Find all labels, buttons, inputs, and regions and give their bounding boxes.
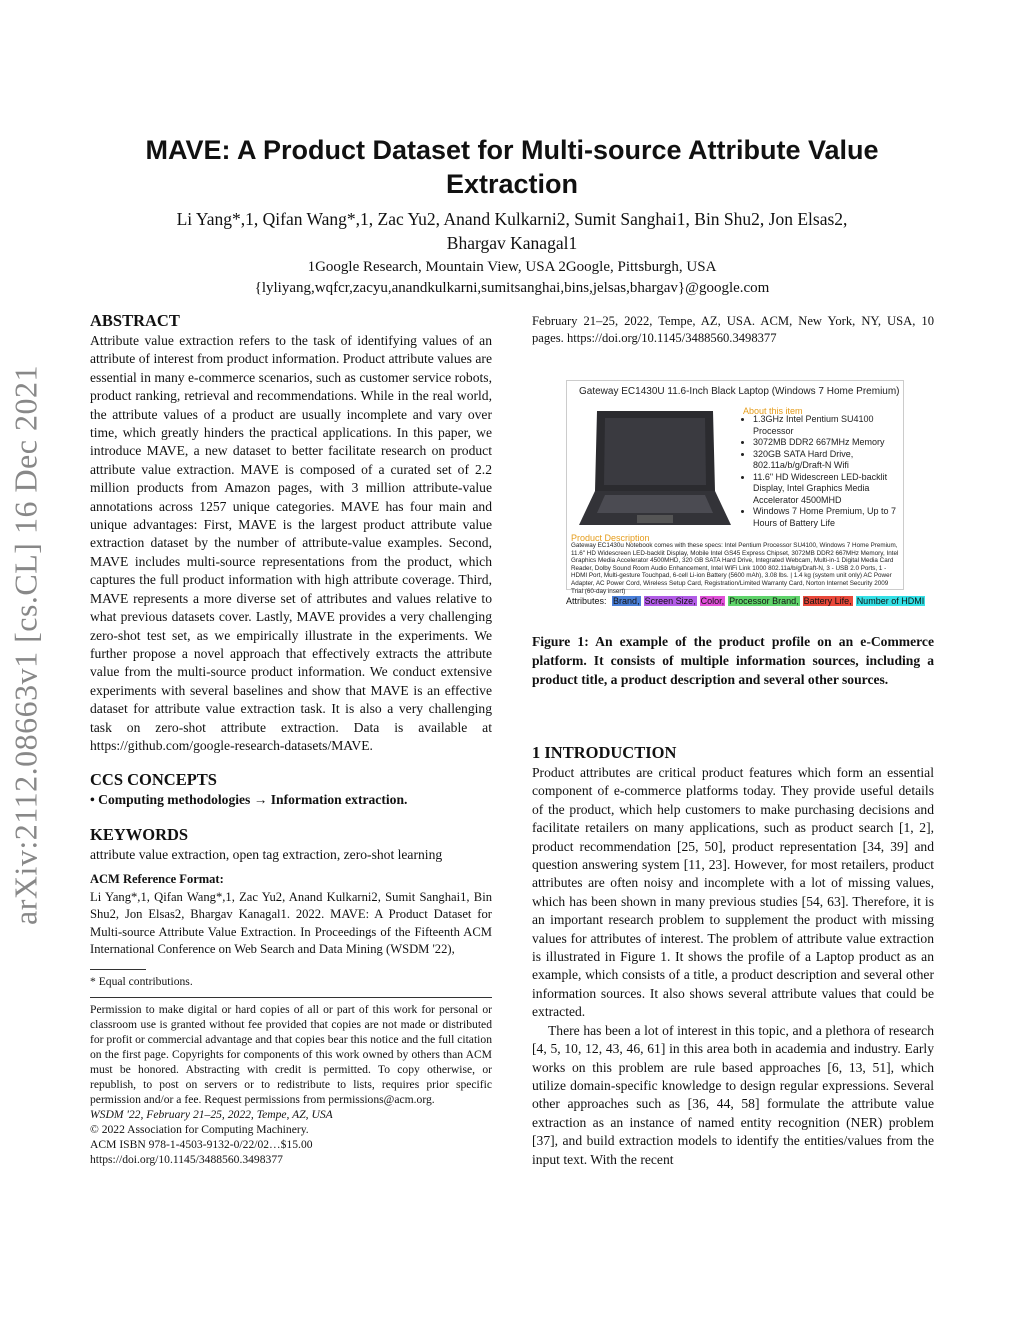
attribute-chip: Brand,: [613, 596, 640, 606]
attribute-chip: Color,: [700, 596, 725, 606]
attributes-label: Attributes:: [566, 596, 607, 606]
keywords-heading: KEYWORDS: [90, 824, 189, 844]
left-column: [90, 310, 492, 1167]
attribute-chip: Number of HDMI: [856, 596, 925, 606]
figure-1: [566, 380, 904, 595]
authors-line-2: Bhargav Kanagal1: [446, 233, 578, 253]
footnote-rule: [90, 969, 146, 970]
authors: [120, 207, 904, 255]
acm-ref-continued: February 21–25, 2022, Tempe, AZ, USA. ACM, New York, NY, USA, 10 pages. https://doi.org/10.1145/3488560.3498377: [532, 314, 934, 345]
footnote: * Equal contributions.: [90, 974, 193, 988]
doi-line: https://doi.org/10.1145/3488560.3498377: [90, 1152, 283, 1166]
attribute-chip: Screen Size,: [644, 596, 696, 606]
desc-heading: Product Description: [571, 533, 650, 543]
figure-caption: Figure 1: An example of the product profile on an e-Commerce platform. It consists of multiple information sources, including a product title, a product description and several other sources.: [532, 634, 934, 687]
ccs-heading: CCS CONCEPTS: [90, 770, 217, 790]
about-item: • 11.6" HD Widescreen LED-backlit Display, Intel Graphics Media Accelerator 4500MHD: [753, 472, 913, 507]
arxiv-id: arXiv:2112.08663v1 [cs.CL] 16 Dec 2021: [7, 365, 44, 925]
acm-ref-heading: ACM Reference Format:: [90, 872, 224, 887]
about-item: • Windows 7 Home Premium, Up to 7 Hours of Battery Life: [753, 506, 913, 529]
affiliations-block: [120, 257, 904, 299]
intro-heading: 1 INTRODUCTION: [532, 743, 677, 762]
figure-product-title: Gateway EC1430U 11.6-Inch Black Laptop (Windows 7 Home Premium): [579, 386, 900, 397]
abstract-heading: ABSTRACT: [90, 311, 180, 330]
paper-title: MAVE: A Product Dataset for Multi-source Attribute Value Extraction: [145, 135, 879, 199]
about-item: • 320GB SATA Hard Drive, 802.11a/b/g/Draft-N Wifi: [753, 449, 913, 472]
ccs-concepts: • Computing methodologies → Information extraction.: [90, 792, 408, 808]
copyright-line: © 2022 Association for Computing Machinery.: [90, 1122, 309, 1136]
about-heading: About this item: [743, 406, 803, 416]
isbn-line: ACM ISBN 978-1-4503-9132-0/22/02…$15.00: [90, 1137, 313, 1151]
keywords: attribute value extraction, open tag extraction, zero-shot learning: [90, 846, 443, 862]
permission-text: Permission to make digital or hard copies of all or part of this work for personal or classroom use is granted without fee provided that copies are not made or distributed for profit or commercial advantage and that copies bear this notice and the full citation on the first page. Copyrights for components of this work owned by others than ACM must be honored. Abstracting with credit is permitted. To copy otherwise, or republish, to post on servers or to redistribute to lists, requires prior specific permission and/or a fee. Request permissions from permissions@acm.org.: [90, 1002, 492, 1106]
introduction: [532, 742, 934, 1169]
affiliations: 1Google Research, Mountain View, USA 2Google, Pittsburgh, USA: [307, 259, 717, 275]
attribute-legend: [566, 596, 926, 606]
about-item: • 3072MB DDR2 667MHz Memory: [753, 437, 913, 449]
authors-line-1: Li Yang*,1, Qifan Wang*,1, Zac Yu2, Anand Kulkarni2, Sumit Sanghai1, Bin Shu2, Jon Elsas2,: [176, 209, 848, 229]
product-description: Gateway EC1430u Notebook comes with these specs: Intel Pentium Processor SU4100, Windows 7 Home Premium, 11.6" HD Widescreen LED-backlit Display, Mobile Intel GS45 Express Chipset, 3072MB DDR2 667MHz Memory, Intel Graphics Media Accelerator 4500MHD, 320 GB SATA Hard Drive, Integrated Webcam, Multi-in-1 Digital Media Card Reader, Dolby Sound Room Audio Enhancement, Intel WiFi Link 1000 802.11a/b/g/Draft-N, 3 - USB 2.0 Ports, 1 - HDMI Port, Multi-gesture Touchpad, 6-cell Li-ion Battery (5600 mAh), 3.08 lbs. | 1.4 kg (system unit only) AC Power Adapter, AC Power Cord, Wireless Setup Card, Registration/Limited Warranty Card, Norton Internet Security 2009 Trial (60-day insert): [571, 542, 899, 595]
emails: {lyliyang,wqfcr,zacyu,anandkulkarni,sumitsanghai,bins,jelsas,bhargav}@google.com: [254, 280, 770, 296]
attribute-chip: Processor Brand,: [729, 596, 799, 606]
abstract-text: Attribute value extraction refers to the task of identifying values of an attribute of interest from product information. Product attribute values are essential in many e-commerce scenarios, such as customer service robots, product ranking, retrieval and recommendations. While in the real world, the attribute values of a product are usually incomplete and vary over time, which greatly hinders the practical applications. In this paper, we introduce MAVE, a new dataset to better facilitate research on product attribute value extraction. MAVE is composed of a curated set of 2.2 million products from Amazon pages, with 3 million attribute-value annotations across 1257 unique categories. MAVE has four main and unique advantages: First, MAVE is the largest product attribute value extraction dataset by the number of attribute-value examples. Second, MAVE includes multi-source representations from the product, which captures the full product information with high attribute coverage. Third, MAVE represents a more diverse set of attributes and values relative to what previous datasets cover. Lastly, MAVE provides a very challenging zero-shot test set, as we empirically illustrate in the experiments. We further propose a novel approach that effectively extracts the attribute value from the multi-source product information. We conduct extensive experiments with several baselines and show that MAVE is an effective dataset for attribute value extraction task. It is also a very challenging task on zero-shot attribute extraction. Data is available at https://github.com/google-research-datasets/MAVE.: [90, 333, 492, 753]
laptop-image: [575, 405, 735, 533]
acm-ref-text: Li Yang*,1, Qifan Wang*,1, Zac Yu2, Anand Kulkarni2, Sumit Sanghai1, Bin Shu2, Jon Elsas2, Bhargav Kanagal1. 2022. MAVE: A Product Dataset for Multi-source Attribute Value Extraction. In Proceedings of the Fifteenth ACM International Conference on Web Search and Data Mining (WSDM '22),: [90, 889, 492, 957]
intro-paragraph-2: There has been a lot of interest in this topic, and a plethora of research [4, 5, 10, 12, 43, 46, 61] in this area both in academia and industry. Early works on this problem are rule based approaches [6, 13, 51], which utilize domain-specific knowledge to design regular expressions. Several other approaches such as [36, 44, 58] formulate the attribute value extraction as an instance of named entity recognition (NER) problem [37], and build extraction models to identify the entities/values from the input text. With the recent: [532, 1022, 934, 1167]
about-item: • 1.3GHz Intel Pentium SU4100 Processor: [753, 414, 913, 437]
about-list: [739, 414, 913, 529]
conference-line: WSDM '22, February 21–25, 2022, Tempe, AZ, USA: [90, 1107, 333, 1121]
permission-rule: [90, 997, 492, 998]
attribute-chip: Battery Life,: [803, 596, 852, 606]
intro-paragraph-1: Product attributes are critical product features which form an essential component of e-commerce platforms today. They provide useful details of the product, which help customers to make purchasing decisions and facilitate retailers on many applications, such as product search [1, 2], product recommendation [25, 50], product representation [34, 39] and question answering system [11, 23]. However, for most retailers, product attributes are often noisy and incomplete with a lot of missing values, which has been shown in many previous studies [54, 63]. Therefore, it is an important research problem to supplement the product with missing values for attributes of interest. The problem of attribute value extraction is illustrated in Figure 1. It shows the profile of a Laptop product as an example, which consists of a title, a product description and several other information sources. It also shows several attribute values that could be extracted.: [532, 765, 934, 1020]
